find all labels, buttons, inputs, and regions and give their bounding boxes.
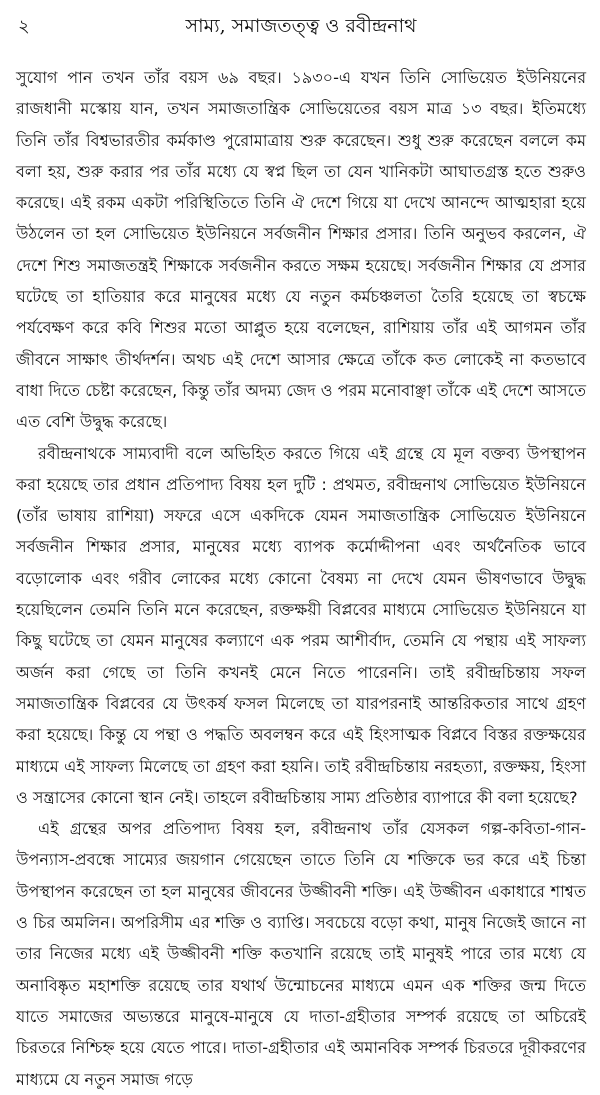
- page-header: [16, 6, 586, 46]
- body-text: [16, 62, 586, 1095]
- paragraph-continued: সুযোগ পান তখন তাঁর বয়স ৬৯ বছর। ১৯৩০-এ যখন তিনি সোভিয়েত ইউনিয়নের রাজধানী মস্কোয় যান, তখন সমাজতান্ত্রিক সোভিয়েতের বয়স মাত্র ১৩ বছর। ইতিমধ্যে তিনি তাঁর বিশ্বভারতীর কর্মকাণ্ড পুরোমাত্রায় শুরু করেছেন। শুধু শুরু করেছেন বললে কম বলা হয়, শুরু করার পর তাঁর মধ্যে যে স্বপ্ন ছিল তা যেন খানিকটা আঘাতগ্রস্ত হতে শুরুও করেছে। এই রকম একটা পরিস্থিতিতে তিনি ঐ দেশে গিয়ে যা দেখে আনন্দে আত্মহারা হয়ে উঠলেন তা হল সোভিয়েত ইউনিয়নে সর্বজনীন শিক্ষার প্রসার। তিনি অনুভব করলেন, ঐ দেশে শিশু সমাজতন্ত্রই শিক্ষাকে সর্বজনীন করতে সক্ষম হয়েছে। সর্বজনীন শিক্ষার যে প্রসার ঘটেছে তা হাতিয়ার করে মানুষের মধ্যে যে নতুন কর্মচঞ্চলতা তৈরি হয়েছে তা স্বচক্ষে পর্যবেক্ষণ করে কবি শিশুর মতো আপ্লুত হয়ে বলেছেন, রাশিয়ায় তাঁর এই আগমন তাঁর জীবনে সাক্ষাৎ তীর্থদর্শন। অথচ এই দেশে আসার ক্ষেত্রে তাঁকে কত লোকেই না কতভাবে বাধা দিতে চেষ্টা করেছেন, কিন্তু তাঁর অদম্য জেদ ও পরম মনোবাঞ্ছা তাঁকে এই দেশে আসতে এত বেশি উদ্বুদ্ধ করেছে।: [16, 68, 586, 432]
- page-number: ২: [18, 16, 30, 37]
- running-title: সাম্য, সমাজতত্ত্ব ও রবীন্দ্রনাথ: [185, 15, 417, 37]
- paragraph: রবীন্দ্রনাথকে সাম্যবাদী বলে অভিহিত করতে গিয়ে এই গ্রন্থে যে মূল বক্তব্য উপস্থাপন করা হয়েছে তার প্রধান প্রতিপাদ্য বিষয় হল দুটি : প্রথমত, রবীন্দ্রনাথ সোভিয়েত ইউনিয়নে (তাঁর ভাষায় রাশিয়া) সফরে এসে একদিকে যেমন সমাজতান্ত্রিক সোভিয়েত ইউনিয়নে সর্বজনীন শিক্ষার প্রসার, মানুষের মধ্যে ব্যাপক কর্মোদ্দীপনা এবং অর্থনৈতিক ভাবে বড়োলোক এবং গরীব লোকের মধ্যে কোনো বৈষম্য না দেখে যেমন ভীষণভাবে উদ্বুদ্ধ হয়েছিলেন তেমনি তিনি মনে করেছেন, রক্তক্ষয়ী বিপ্লবের মাধ্যমে সোভিয়েত ইউনিয়নে যা কিছু ঘটেছে তা যেমন মানুষের কল্যাণে এক পরম আশীর্বাদ, তেমনি যে পন্থায় এই সাফল্য অর্জন করা গেছে তা তিনি কখনই মেনে নিতে পারেননি। তাই রবীন্দ্রচিন্তায় সফল সমাজতান্ত্রিক বিপ্লবের যে উৎকর্ষ ফসল মিলেছে তা যারপরনাই আন্তরিকতার সাথে গ্রহণ করা হয়েছে। কিন্তু যে পন্থা ও পদ্ধতি অবলম্বন করে এই হিংসাত্মক বিপ্লবে বিস্তর রক্তক্ষয়ের মাধ্যমে এই সাফল্য মিলেছে তা গ্রহণ করা হয়নি। তাই রবীন্দ্রচিন্তায় নরহত্যা, রক্তক্ষয়, হিংসা ও সন্ত্রাসের কোনো স্থান নেই। তাহলে রবীন্দ্রচিন্তায় সাম্য প্রতিষ্ঠার ব্যাপারে কী বলা হয়েছে?: [16, 443, 586, 807]
- paragraph: এই গ্রন্থের অপর প্রতিপাদ্য বিষয় হল, রবীন্দ্রনাথ তাঁর যেসকল গল্প-কবিতা-গান-উপন্যাস-প্রবন্ধে সাম্যের জয়গান গেয়েছেন তাতে তিনি যে শক্তিকে ভর করে এই চিন্তা উপস্থাপন করেছেন তা হল মানুষের জীবনের উজ্জীবনী শক্তি। এই উজ্জীবন একাধারে শাশ্বত ও চির অমলিন। অপরিসীম এর শক্তি ও ব্যাপ্তি। সবচেয়ে বড়ো কথা, মানুষ নিজেই জানে না তার নিজের মধ্যে এই উজ্জীবনী শক্তি কতখানি রয়েছে তাই মানুষই পারে তার মধ্যে যে অনাবিষ্কৃত মহাশক্তি রয়েছে তার যথার্থ উন্মোচনের মাধ্যমে এমন এক শক্তির জন্ম দিতে যাতে সমাজের অভ্যন্তরে মানুষে-মানুষে যে দাতা-গ্রহীতার সম্পর্ক রয়েছে তা অচিরেই চিরতরে নিশ্চিহ্ন হয়ে যেতে পারে। দাতা-গ্রহীতার এই অমানবিক সম্পর্ক চিরতরে দূরীকরণের মাধ্যমে যে নতুন সমাজ গড়ে: [16, 819, 586, 1089]
